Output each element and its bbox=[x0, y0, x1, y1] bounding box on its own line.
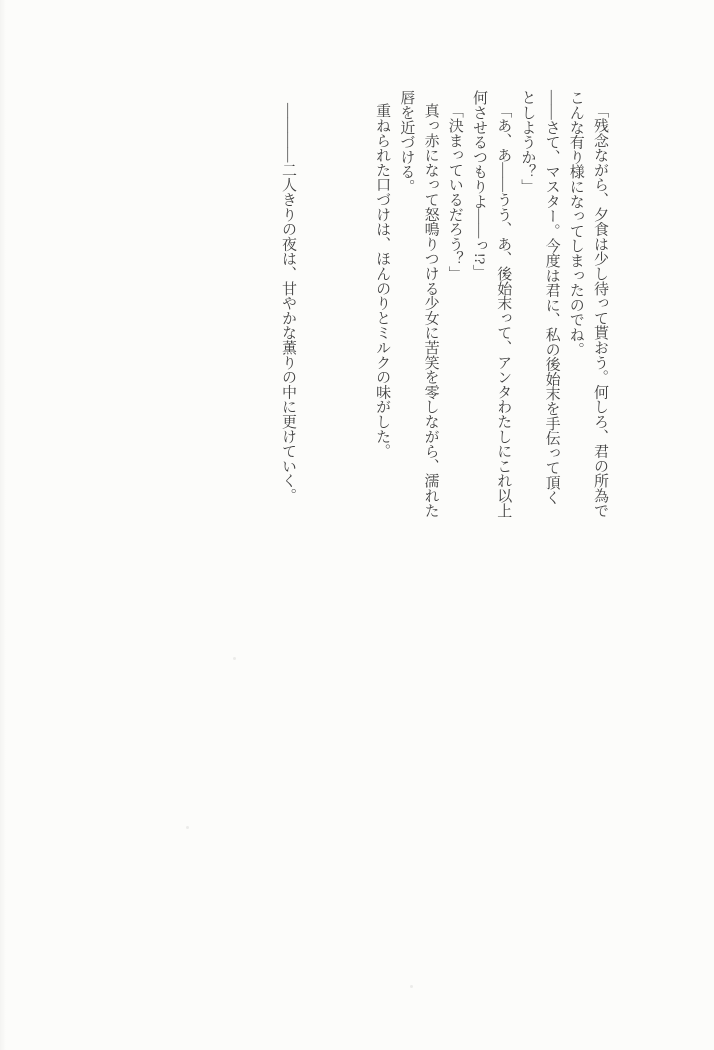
text-column: ――さて、マスター。今度は君に、私の後始末を手伝って頂く bbox=[543, 90, 560, 505]
text-column: 唇を近づける。 bbox=[398, 90, 415, 194]
scan-speck bbox=[233, 657, 236, 660]
scan-edge-shade bbox=[0, 0, 6, 1050]
main-text-block bbox=[370, 90, 612, 535]
text-column: としようか？」 bbox=[519, 90, 536, 194]
text-column: 重ねられた口づけは、ほんのりとミルクの味がした。 bbox=[374, 103, 391, 459]
scan-speck bbox=[410, 985, 413, 988]
text-column: 「残念ながら、夕食は少し待って貰おう。何しろ、君の所為で bbox=[592, 103, 608, 518]
text-column: 「決まっているだろう？」 bbox=[446, 103, 463, 281]
closing-text-block bbox=[276, 90, 300, 510]
text-column: 真っ赤になって怒鳴りつける少女に苦笑を零しながら、濡れた bbox=[422, 103, 439, 518]
text-column: こんな有り様になってしまったのでね。 bbox=[567, 90, 584, 357]
scan-speck bbox=[186, 826, 189, 829]
text-column: 「あ、あ――うう、あ、後始末って、アンタわたしにこれ以上 bbox=[495, 103, 512, 518]
closing-text-column: ――――二人きりの夜は、甘やかな薫りの中に更けていく。 bbox=[280, 103, 296, 503]
text-column: 何させるつもりよ――っ!?」 bbox=[470, 90, 487, 279]
